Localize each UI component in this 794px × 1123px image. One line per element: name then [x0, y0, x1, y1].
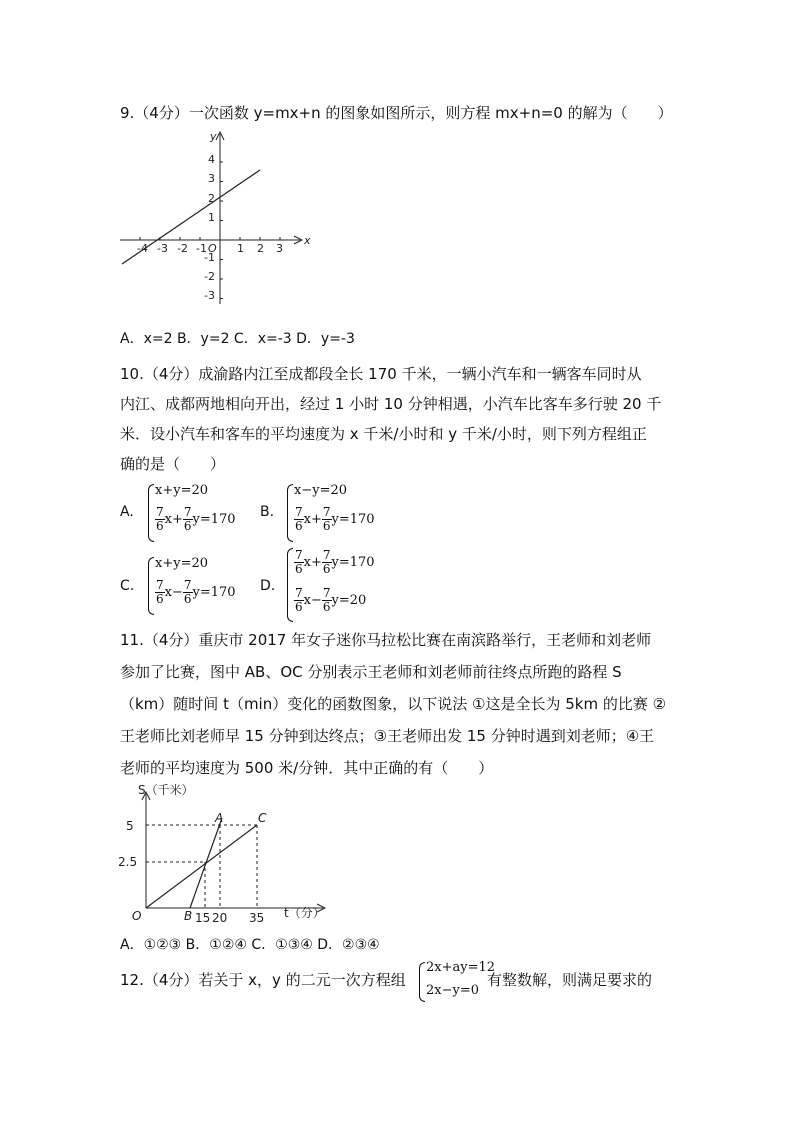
q10-option-c-label: C. — [120, 578, 135, 594]
q10-option-d-label: D. — [260, 578, 276, 594]
q10-option-a-eq1: x+y=20 — [155, 483, 209, 498]
q10-line: 米．设小汽车和客车的平均速度为 x 千米/小时和 y 千米/小时，则下列方程组正 — [120, 425, 647, 443]
q10-option-b-eq2: $\frac{7}{6}$ x+ $\frac{7}{6}$ y=170 — [295, 505, 375, 533]
q9-x-label: x — [304, 234, 311, 247]
q12-stem-after: 有整数解，则满足要求的 — [487, 971, 653, 989]
q10-option-a-brace — [148, 484, 154, 542]
q10-option-c-eq2: $\frac{7}{6}$ x− $\frac{7}{6}$ y=170 — [156, 578, 236, 606]
q11-graph — [118, 780, 338, 928]
q10-option-b-label: B. — [260, 504, 275, 520]
q9-origin: O — [208, 242, 217, 255]
q10-option-b-eq1: x−y=20 — [294, 483, 348, 498]
q10-line: 10.（4分）成渝路内江至成都段全长 170 千米，一辆小汽车和一辆客车同时从 — [120, 365, 642, 383]
q9-xtick-label: 2 — [257, 242, 264, 255]
q12-stem-before: 12.（4分）若关于 x，y 的二元一次方程组 — [120, 971, 406, 989]
q12-brace — [419, 962, 425, 1002]
q9-stem: 9.（4分）一次函数 y=mx+n 的图象如图所示，则方程 mx+n=0 的解为（ ） — [120, 104, 673, 122]
q11-t-label: t（分） — [284, 906, 325, 920]
q12-eq2: 2x−y=0 — [426, 983, 480, 998]
q11-xtick-20: 20 — [212, 911, 228, 925]
q11-line: 参加了比赛，图中 AB、OC 分别表示王老师和刘老师前往终点所跑的路程 S — [120, 663, 622, 681]
q11-segment-oc — [146, 825, 257, 908]
q9-ytick-label: -1 — [204, 251, 215, 264]
q11-line: （km）随时间 t（min）变化的函数图象，以下说法 ①这是全长为 5km 的比赛 ② — [120, 695, 667, 713]
q9-xtick-label: -3 — [157, 242, 168, 255]
q11-point-c: C — [258, 811, 267, 825]
q9-choices: A．x=2 B．y=2 C．x=-3 D．y=-3 — [120, 331, 355, 347]
q11-ytick-5: 5 — [126, 819, 134, 833]
q9-xtick-label: -2 — [177, 242, 188, 255]
q11-point-b: B — [184, 909, 193, 923]
q9-ytick-label: 1 — [208, 211, 215, 224]
q10-option-d-brace — [287, 548, 293, 622]
q9-ytick-label: 3 — [208, 172, 215, 185]
q9-xtick-label: 3 — [276, 242, 283, 255]
q11-xtick-35: 35 — [249, 911, 265, 925]
q9-ytick-label: -2 — [204, 270, 215, 283]
q11-s-label: S（千米） — [138, 783, 194, 797]
q10-option-c-eq1: x+y=20 — [155, 556, 209, 571]
q9-xtick-label: -1 — [196, 242, 207, 255]
q10-option-c-brace — [148, 557, 154, 615]
q10-option-a-eq2: $\frac{7}{6}$ x+ $\frac{7}{6}$ y=170 — [156, 505, 236, 533]
q9-xtick-label: 1 — [237, 242, 244, 255]
q11-line: 老师的平均速度为 500 米/分钟．其中正确的有（ ） — [120, 759, 494, 777]
q11-line: 11.（4分）重庆市 2017 年女子迷你马拉松比赛在南滨路举行，王老师和刘老师 — [120, 631, 652, 649]
q10-line: 确的是（ ） — [120, 455, 226, 473]
q11-xtick-15: 15 — [195, 911, 211, 925]
q10-option-a-label: A. — [120, 504, 134, 520]
q9-ytick-label: 2 — [208, 192, 215, 205]
q9-y-label: y — [210, 130, 217, 143]
q10-line: 内江、成都两地相向开出，经过 1 小时 10 分钟相遇，小汽车比客车多行驶 20 千 — [120, 395, 662, 413]
q11-point-a: A — [215, 811, 224, 825]
q11-origin: O — [132, 909, 142, 923]
q9-ytick-label: -3 — [204, 289, 215, 302]
q9-xtick-label: -4 — [137, 242, 148, 255]
q11-choices: A．①②③ B．①②④ C．①③④ D．②③④ — [120, 937, 380, 953]
q9-ytick-label: 4 — [208, 153, 215, 166]
q11-ytick-2-5: 2.5 — [118, 855, 138, 869]
q10-option-d-eq1: $\frac{7}{6}$ x+ $\frac{7}{6}$ y=170 — [295, 548, 375, 576]
q11-line: 王老师比刘老师早 15 分钟到达终点；③王老师出发 15 分钟时遇到刘老师；④王 — [120, 727, 655, 745]
q10-option-b-brace — [287, 484, 293, 542]
q10-option-d-eq2: $\frac{7}{6}$ x− $\frac{7}{6}$ y=20 — [295, 586, 367, 614]
q11-segment-ab — [190, 818, 222, 908]
q12-eq1: 2x+ay=12 — [426, 960, 496, 975]
q9-graph — [112, 128, 322, 308]
